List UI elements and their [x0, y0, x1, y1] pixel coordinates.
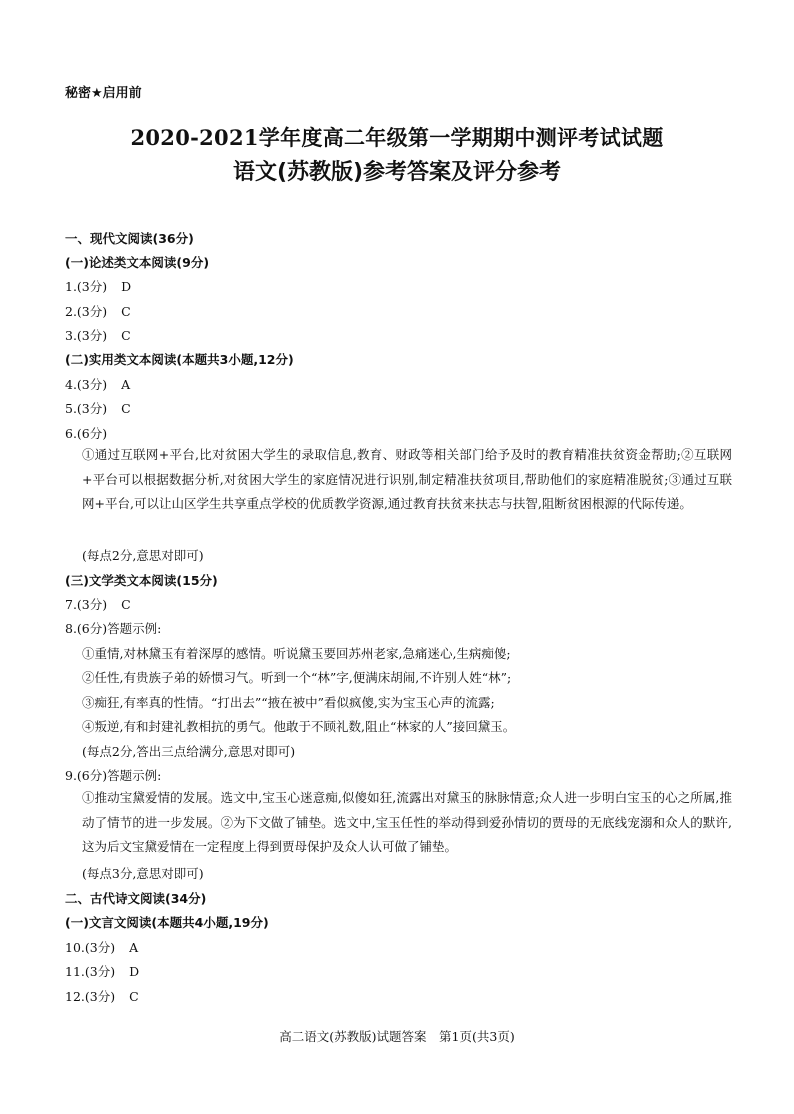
answer-q5	[65, 399, 131, 417]
answer-value: C	[129, 989, 139, 1004]
answer-q1	[65, 277, 131, 295]
answer-q8-point-4: ④叛逆,有和封建礼教相抗的勇气。他敢于不顾礼数,阻止“林家的人”接回黛玉。	[82, 719, 516, 734]
answer-q9-scoring-note: (每点3分,意思对即可)	[82, 866, 204, 881]
confidentiality-mark: 秘密★启用前	[65, 86, 142, 101]
answer-q6-scoring-note: (每点2分,意思对即可)	[82, 548, 204, 563]
answer-q2	[65, 302, 131, 320]
question-number: 4.(3分)	[65, 377, 108, 392]
subsection-heading-1b: (二)实用类文本阅读(本题共3小题,12分)	[65, 352, 294, 367]
answer-q10	[65, 938, 138, 956]
question-number: 5.(3分)	[65, 401, 108, 416]
answer-q6-body: ①通过互联网+平台,比对贫困大学生的录取信息,教育、财政等相关部门给予及时的教育精准扶贫资金帮助;②互联网+平台可以根据数据分析,对贫困大学生的家庭情况进行识别,制定精准扶贫项目,帮助他们的家庭精准脱贫;③通过互联网+平台,可以让山区学生共享重点学校的优质教学资源,通过教育扶贫来扶志与扶智,阻断贫困根源的代际传递。	[82, 447, 732, 511]
answer-q9-body: ①推动宝黛爱情的发展。选文中,宝玉心迷意痴,似傻如狂,流露出对黛玉的脉脉情意;众人进一步明白宝玉的心之所属,推动了情节的进一步发展。②为下文做了铺垫。选文中,宝玉任性的举动得到爱孙情切的贾母的无底线宠溺和众人的默许,这为后文宝黛爱情在一定程度上得到贾母保护及众人认可做了铺垫。	[82, 790, 732, 854]
subsection-heading-1a: (一)论述类文本阅读(9分)	[65, 255, 210, 270]
answer-value: C	[121, 328, 131, 343]
answer-q3	[65, 326, 131, 344]
answer-q8-scoring-note: (每点2分,答出三点给满分,意思对即可)	[82, 744, 296, 759]
answer-q8-point-1: ①重情,对林黛玉有着深厚的感情。听说黛玉要回苏州老家,急痛迷心,生病痴傻;	[82, 646, 511, 661]
question-number: 2.(3分)	[65, 304, 108, 319]
question-number: 12.(3分)	[65, 989, 116, 1004]
answer-q4	[65, 375, 130, 393]
answer-q9-heading: 9.(6分)答题示例:	[65, 768, 162, 783]
answer-q8-point-2: ②任性,有贵族子弟的娇惯习气。听到一个“林”字,便满床胡闹,不许别人姓“林”;	[82, 670, 512, 685]
question-number: 1.(3分)	[65, 279, 108, 294]
answer-value: D	[129, 964, 140, 979]
answer-q6-heading: 6.(6分)	[65, 426, 108, 441]
section-heading-2: 二、古代诗文阅读(34分)	[65, 891, 207, 906]
answer-q8-heading: 8.(6分)答题示例:	[65, 621, 162, 636]
answer-q12	[65, 987, 139, 1005]
section-heading-1: 一、现代文阅读(36分)	[65, 231, 194, 246]
question-number: 3.(3分)	[65, 328, 108, 343]
answer-value: A	[121, 377, 131, 392]
answer-value: A	[129, 940, 139, 955]
answer-value: C	[121, 401, 131, 416]
answer-q8-point-3: ③痴狂,有率真的性情。“打出去”“掖在被中”看似疯傻,实为宝玉心声的流露;	[82, 695, 495, 710]
question-number: 7.(3分)	[65, 597, 108, 612]
answer-value: C	[121, 597, 131, 612]
subsection-heading-1c: (三)文学类文本阅读(15分)	[65, 573, 218, 588]
answer-q7	[65, 595, 131, 613]
answer-q11	[65, 962, 139, 980]
question-number: 11.(3分)	[65, 964, 116, 979]
exam-title: 2020-2021学年度高二年级第一学期期中测评考试试题	[130, 125, 664, 150]
answer-value: C	[121, 304, 131, 319]
page-footer: 高二语文(苏教版)试题答案 第1页(共3页)	[279, 1029, 515, 1044]
document-subtitle: 语文(苏教版)参考答案及评分参考	[232, 160, 562, 185]
subsection-heading-2a: (一)文言文阅读(本题共4小题,19分)	[65, 915, 269, 930]
question-number: 10.(3分)	[65, 940, 116, 955]
answer-value: D	[121, 279, 132, 294]
